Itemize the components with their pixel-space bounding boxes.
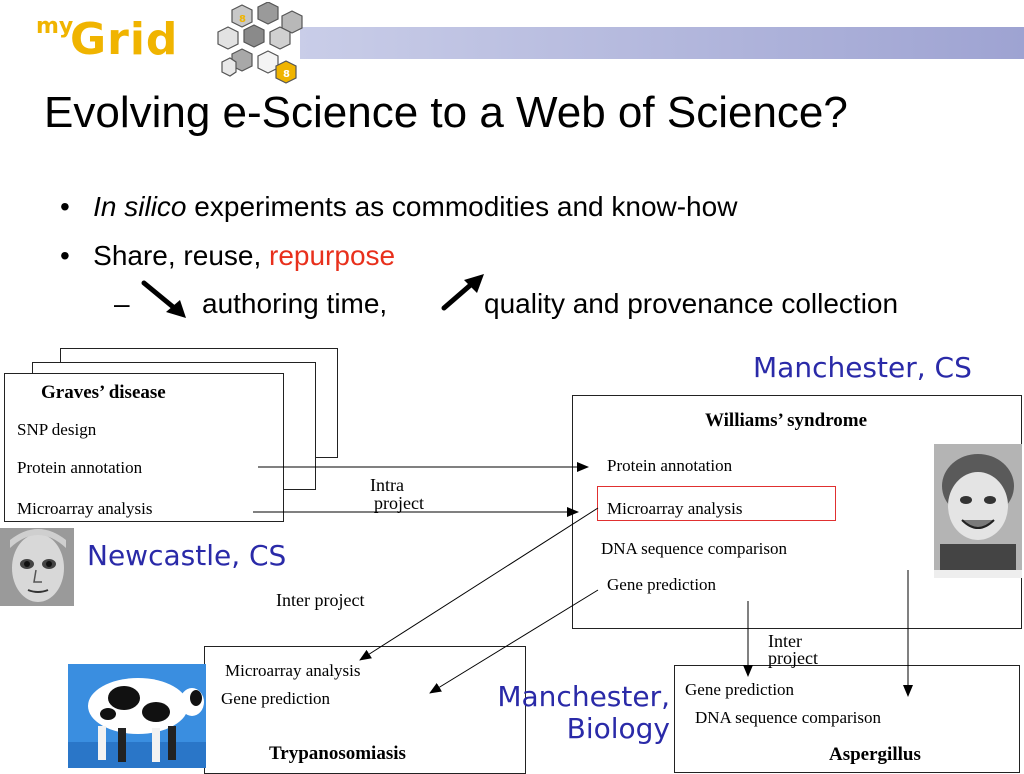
asper-item-dna: DNA sequence comparison [695, 708, 882, 727]
graves-item-snp: SNP design [17, 420, 97, 439]
slide-title: Evolving e-Science to a Web of Science? [44, 88, 848, 137]
inter-right-line2: project [768, 648, 818, 668]
graves-item-protein: Protein annotation [17, 458, 143, 477]
asper-title: Aspergillus [829, 744, 921, 765]
manchester-bio-line1: Manchester, [497, 680, 670, 713]
svg-text:8: 8 [239, 14, 246, 25]
newcastle-cs-label: Newcastle, CS [87, 539, 287, 572]
trypano-item-gene: Gene prediction [221, 689, 331, 708]
person-portrait [0, 528, 74, 606]
svg-text:8: 8 [283, 69, 290, 80]
bullet-repurpose-text: repurpose [269, 240, 396, 271]
williams-item-protein: Protein annotation [607, 456, 733, 475]
inter-project-right-label [768, 633, 818, 667]
manchester-biology-label [480, 681, 670, 745]
cow-photo [68, 664, 206, 768]
logo-my-text: my [36, 14, 74, 39]
williams-item-dna: DNA sequence comparison [601, 539, 788, 558]
asper-item-gene: Gene prediction [685, 680, 795, 699]
sub-bullet-authoring-text: authoring time, [202, 288, 388, 319]
bullet-in-silico-italic: In silico [93, 191, 187, 222]
williams-title: Williams’ syndrome [705, 410, 868, 431]
logo-grid-text: Grid [70, 14, 179, 65]
sub-bullet-dash: – [114, 288, 130, 319]
manchester-cs-label: Manchester, CS [753, 351, 972, 384]
bullet-share-reuse-text: Share, reuse, [93, 240, 270, 271]
graves-title: Graves’ disease [41, 382, 166, 403]
bullet-in-silico: • In silico experiments as commodities and know-how [60, 191, 738, 222]
trypano-item-microarray: Microarray analysis [225, 661, 361, 680]
inter-right-line1: Inter [768, 631, 802, 651]
manchester-bio-line2: Biology [566, 712, 670, 745]
graves-item-microarray: Microarray analysis [17, 499, 153, 518]
child-portrait [934, 444, 1022, 578]
williams-item-microarray: Microarray analysis [607, 499, 743, 518]
intra-label-line1: Intra [370, 475, 404, 495]
intra-project-label [370, 476, 424, 512]
inter-project-left-label: Inter project [276, 590, 365, 610]
sub-bullet-quality-text: quality and provenance collection [484, 288, 899, 319]
bullet-share-reuse: • Share, reuse, repurpose [60, 240, 396, 271]
williams-item-gene: Gene prediction [607, 575, 717, 594]
bullet-in-silico-rest: experiments as commodities and know-how [186, 191, 738, 222]
trypano-title: Trypanosomiasis [269, 743, 406, 764]
intra-label-line2: project [374, 493, 424, 513]
